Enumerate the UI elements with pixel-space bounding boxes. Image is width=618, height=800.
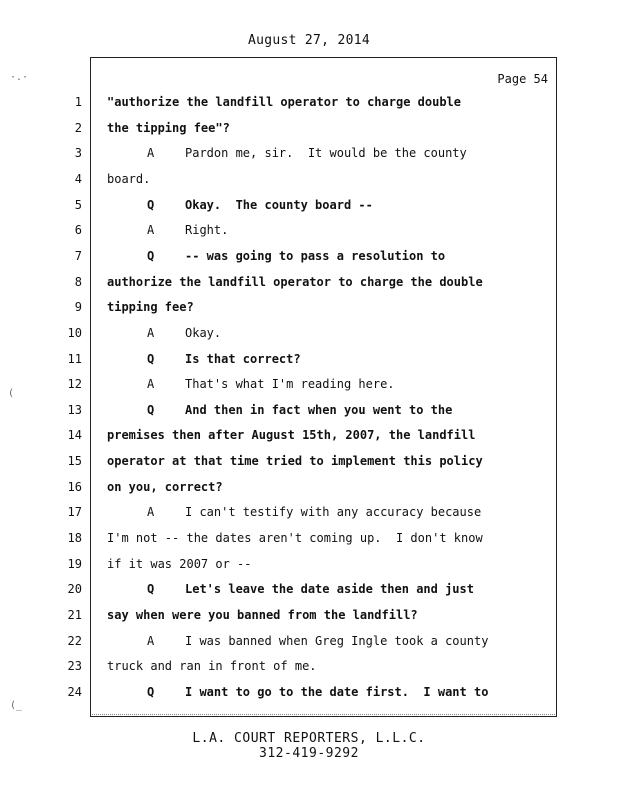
line-text: operator at that time tried to implement this policy [107, 454, 483, 468]
transcript-line [107, 223, 228, 237]
speaker-marker: A [147, 146, 155, 160]
speaker-marker: Q [147, 249, 155, 263]
line-number: 15 [67, 454, 82, 468]
transcript-line [107, 326, 221, 340]
line-number: 6 [74, 223, 82, 237]
line-number: 22 [67, 634, 82, 648]
line-text: I can't testify with any accuracy because [185, 505, 482, 519]
line-text: truck and ran in front of me. [107, 659, 317, 673]
header-date: August 27, 2014 [248, 33, 370, 48]
line-number: 16 [67, 480, 82, 494]
line-text: on you, correct? [107, 480, 223, 494]
speaker-marker: Q [147, 198, 155, 212]
transcript-line [107, 172, 150, 186]
speaker-marker: A [147, 223, 155, 237]
line-text: board. [107, 172, 151, 186]
margin-mark: ·.· [10, 72, 29, 83]
line-text: Right. [185, 223, 229, 237]
speaker-marker: Q [147, 685, 155, 699]
line-number: 11 [67, 352, 82, 366]
line-number: 3 [74, 146, 82, 160]
line-number: 17 [67, 505, 82, 519]
line-number: 19 [67, 557, 82, 571]
line-text: Is that correct? [185, 352, 301, 366]
line-text: And then in fact when you went to the [185, 403, 453, 417]
transcript-line [107, 249, 445, 263]
transcript-line [107, 505, 481, 519]
transcript-line [107, 685, 488, 699]
line-number: 18 [67, 531, 82, 545]
bottom-rule [92, 714, 555, 715]
transcript-line [107, 300, 194, 314]
line-number: 8 [74, 275, 82, 289]
speaker-marker: Q [147, 582, 155, 596]
line-text: I'm not -- the dates aren't coming up. I don't know [107, 531, 483, 545]
transcript-line [107, 146, 467, 160]
line-number: 24 [67, 685, 82, 699]
line-text: I was banned when Greg Ingle took a county [185, 634, 489, 648]
line-text: -- was going to pass a resolution to [185, 249, 446, 263]
transcript-line [107, 582, 474, 596]
speaker-marker: A [147, 634, 155, 648]
transcript-line [107, 428, 475, 442]
line-number: 4 [74, 172, 82, 186]
transcript-line [107, 557, 252, 571]
line-text: tipping fee? [107, 300, 194, 314]
line-number: 14 [67, 428, 82, 442]
speaker-marker: A [147, 505, 155, 519]
line-text: premises then after August 15th, 2007, the landfill [107, 428, 476, 442]
line-number: 21 [67, 608, 82, 622]
transcript-line [107, 480, 223, 494]
transcript-line [107, 198, 373, 212]
line-text: authorize the landfill operator to charge the double [107, 275, 483, 289]
line-number: 7 [74, 249, 82, 263]
transcript-line [107, 531, 483, 545]
line-text: Let's leave the date aside then and just [185, 582, 474, 596]
line-number: 20 [67, 582, 82, 596]
line-text: That's what I'm reading here. [185, 377, 395, 391]
transcript-line [107, 403, 452, 417]
line-number: 1 [74, 95, 82, 109]
transcript-line [107, 121, 230, 135]
line-number: 5 [74, 198, 82, 212]
transcript-line [107, 454, 483, 468]
transcript-line [107, 95, 461, 109]
line-text: Pardon me, sir. It would be the county [185, 146, 467, 160]
footer-phone: 312-419-9292 [259, 746, 359, 761]
page-label: Page 54 [497, 72, 548, 86]
speaker-marker: A [147, 326, 155, 340]
line-text: I want to go to the date first. I want to [185, 685, 489, 699]
line-text: Okay. The county board -- [185, 198, 373, 212]
speaker-marker: A [147, 377, 155, 391]
footer-company: L.A. COURT REPORTERS, L.L.C. [192, 731, 426, 746]
transcript-line [107, 377, 395, 391]
line-text: Okay. [185, 326, 222, 340]
line-number: 23 [67, 659, 82, 673]
transcript-line [107, 275, 483, 289]
transcript-line [107, 352, 301, 366]
margin-mark: (_ [10, 700, 23, 711]
line-number: 10 [67, 326, 82, 340]
line-text: "authorize the landfill operator to charge double [107, 95, 462, 109]
line-number: 9 [74, 300, 82, 314]
transcript-line [107, 634, 488, 648]
line-text: the tipping fee"? [107, 121, 230, 135]
speaker-marker: Q [147, 403, 155, 417]
footer [0, 731, 618, 761]
line-number: 12 [67, 377, 82, 391]
line-number: 2 [74, 121, 82, 135]
transcript-line [107, 608, 418, 622]
line-number: 13 [67, 403, 82, 417]
line-text: say when were you banned from the landfill? [107, 608, 418, 622]
margin-mark: ( [8, 388, 15, 399]
transcript-line [107, 659, 317, 673]
line-text: if it was 2007 or -- [107, 557, 252, 571]
speaker-marker: Q [147, 352, 155, 366]
